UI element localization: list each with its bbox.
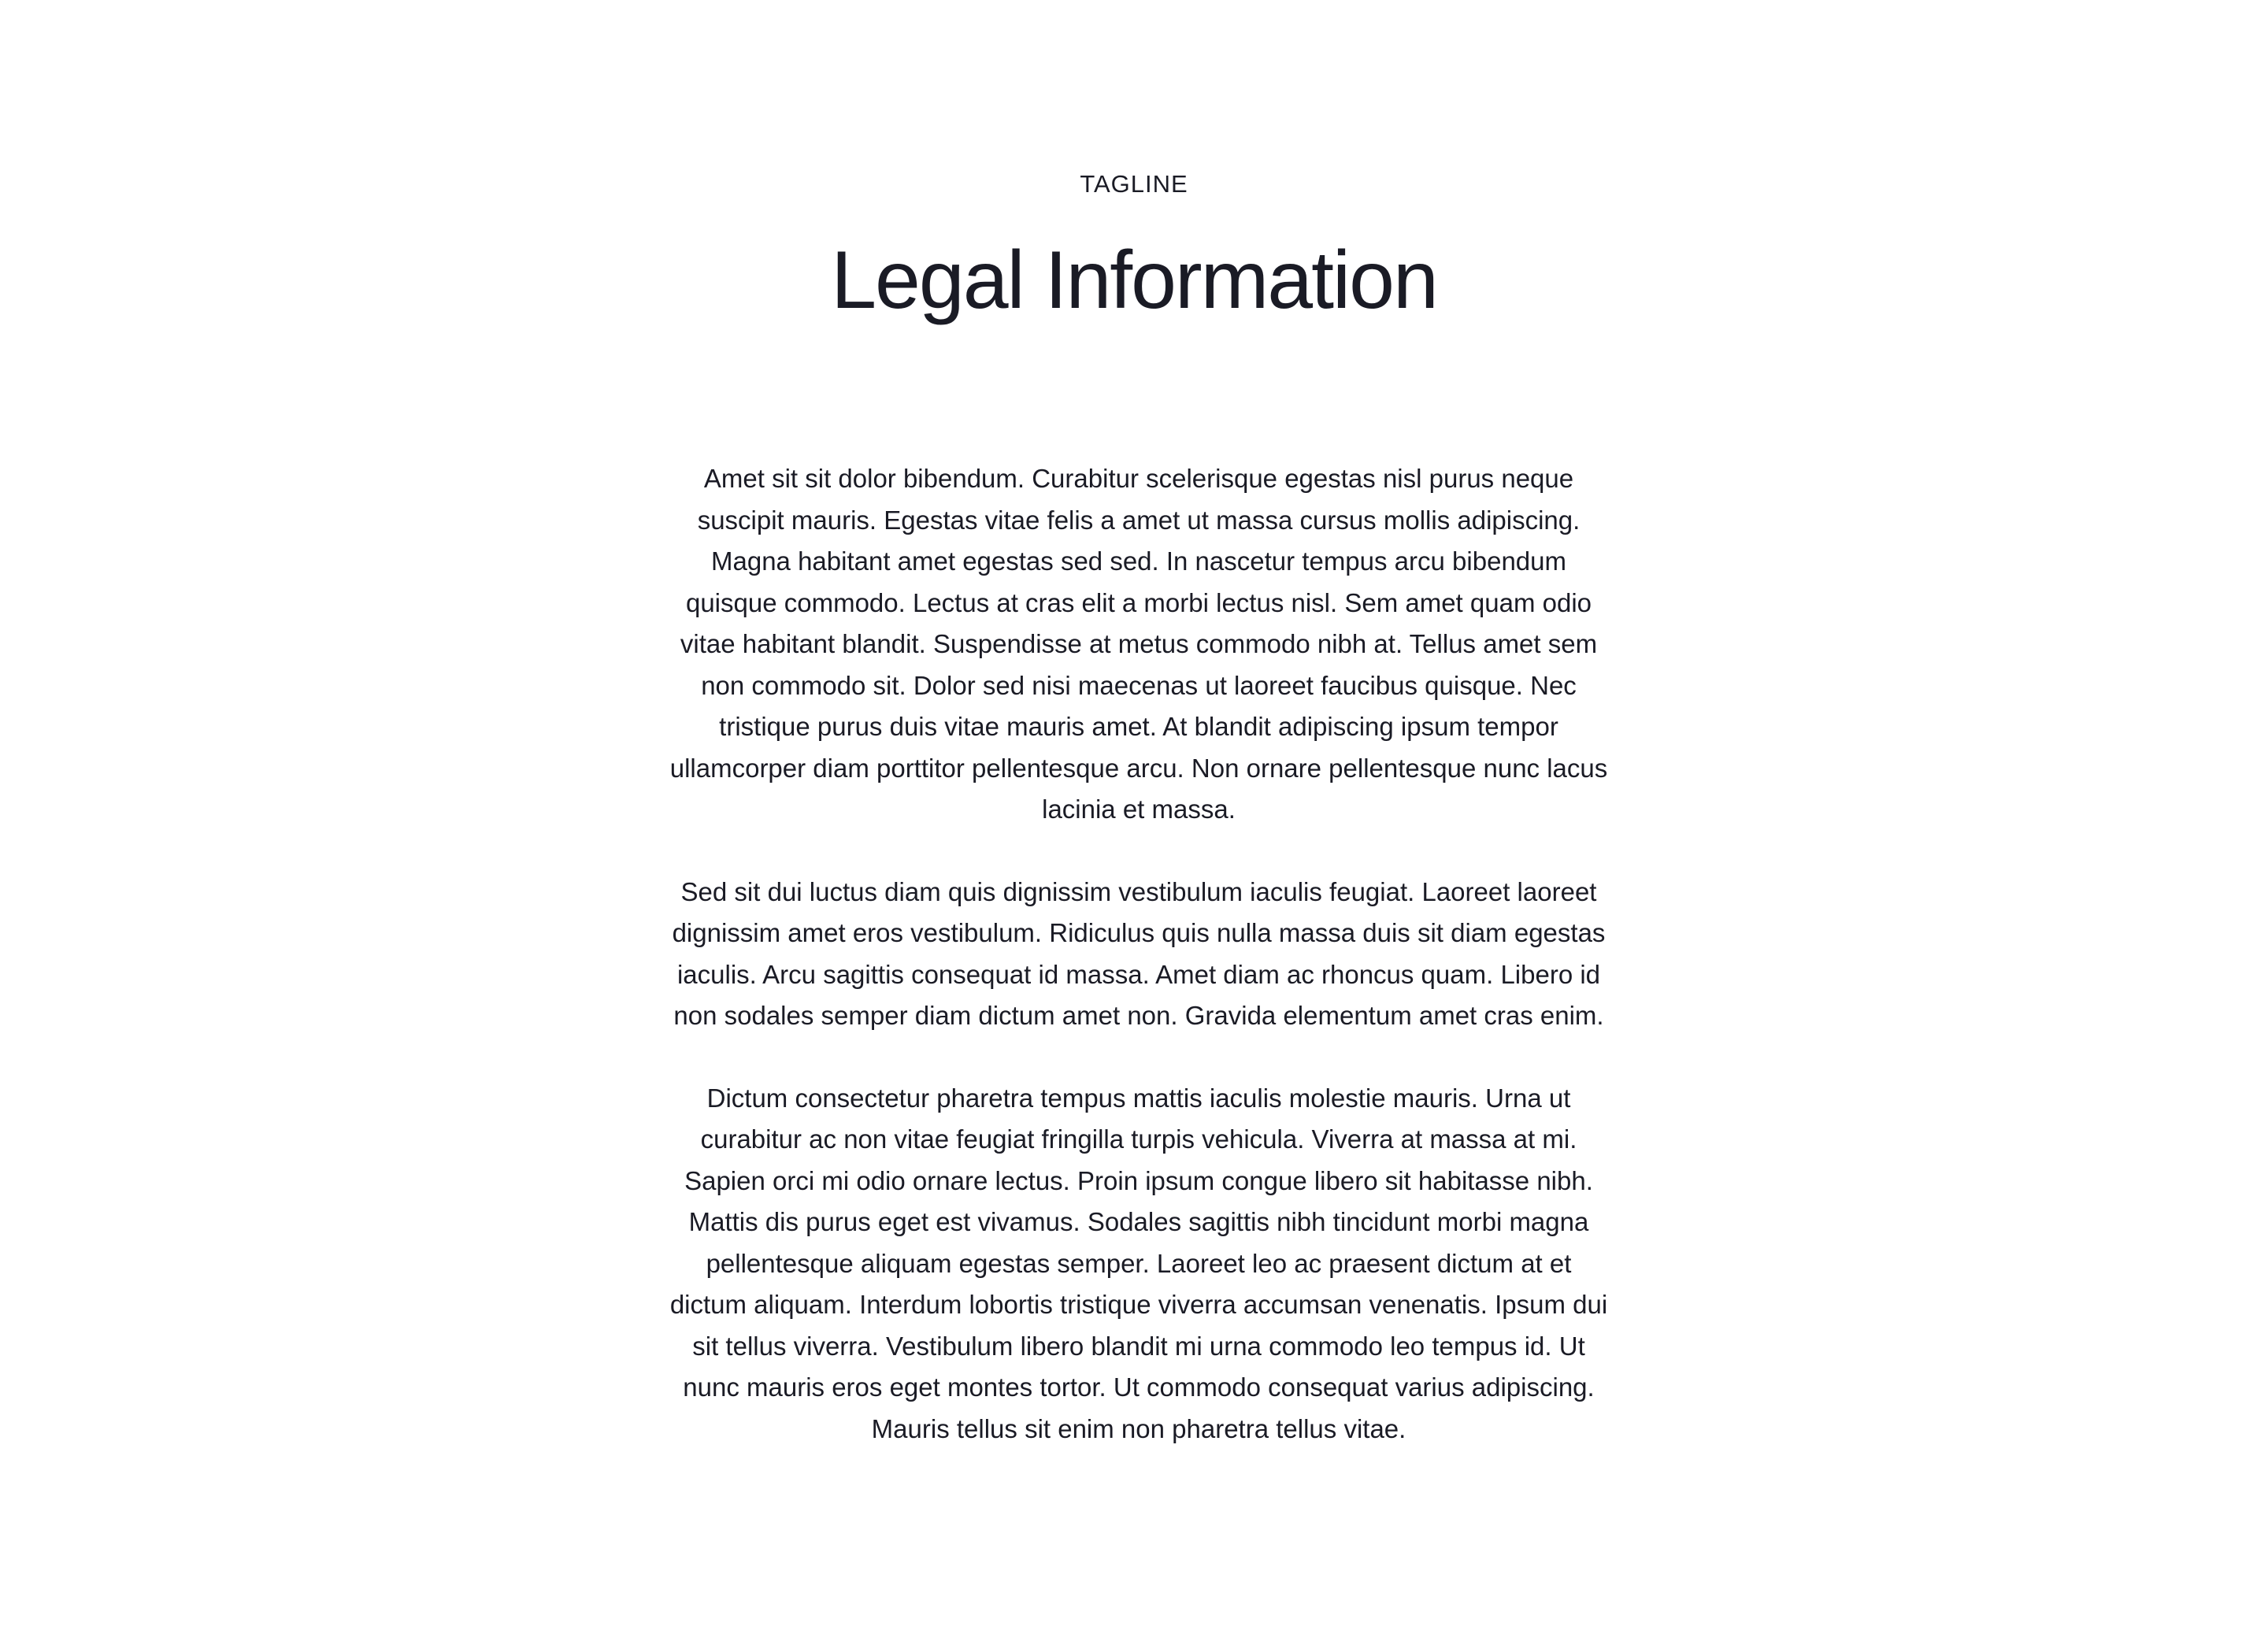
legal-paragraph-1: Amet sit sit dolor bibendum. Curabitur scelerisque egestas nisl purus neque suscipit mauris. Egestas vitae felis a amet ut massa cursus mollis adipiscing. Magna habitant amet egestas sed sed. In nascetur tempus arcu bibendum quisque commodo. Lectus at cras elit a morbi lectus nisl. Sem amet quam odio vitae habitant blandit. Suspendisse at metus commodo nibh at. Tellus amet sem non commodo sit. Dolor sed nisi maecenas ut laoreet faucibus quisque. Nec tristique purus duis vitae mauris amet. At blandit adipiscing ipsum tempor ullamcorper diam porttitor pellentesque arcu. Non ornare pellentesque nunc lacus lacinia et massa. [669, 464, 1608, 824]
legal-paragraph-3: Dictum consectetur pharetra tempus mattis iaculis molestie mauris. Urna ut curabitur ac non vitae feugiat fringilla turpis vehicula. Viverra at massa at mi. Sapien orci mi odio ornare lectus. Proin ipsum congue libero sit habitasse nibh. Mattis dis purus eget est vivamus. Sodales sagittis nibh tincidunt morbi magna pellentesque aliquam egestas semper. Laoreet leo ac praesent dictum at et dictum aliquam. Interdum lobortis tristique viverra accumsan venenatis. Ipsum dui sit tellus viverra. Vestibulum libero blandit mi urna commodo leo tempus id. Ut nunc mauris eros eget montes tortor. Ut commodo consequat varius adipiscing. Mauris tellus sit enim non pharetra tellus vitae. [669, 1083, 1608, 1443]
legal-content [666, 458, 1611, 1450]
tagline: TAGLINE [1080, 170, 1188, 198]
legal-paragraph-2: Sed sit dui luctus diam quis dignissim vestibulum iaculis feugiat. Laoreet laoreet dignissim amet eros vestibulum. Ridiculus quis nulla massa duis sit diam egestas iaculis. Arcu sagittis consequat id massa. Amet diam ac rhoncus quam. Libero id non sodales semper diam dictum amet non. Gravida elementum amet cras enim. [672, 876, 1606, 1030]
page-title: Legal Information [831, 235, 1437, 326]
page-header [0, 165, 2268, 328]
